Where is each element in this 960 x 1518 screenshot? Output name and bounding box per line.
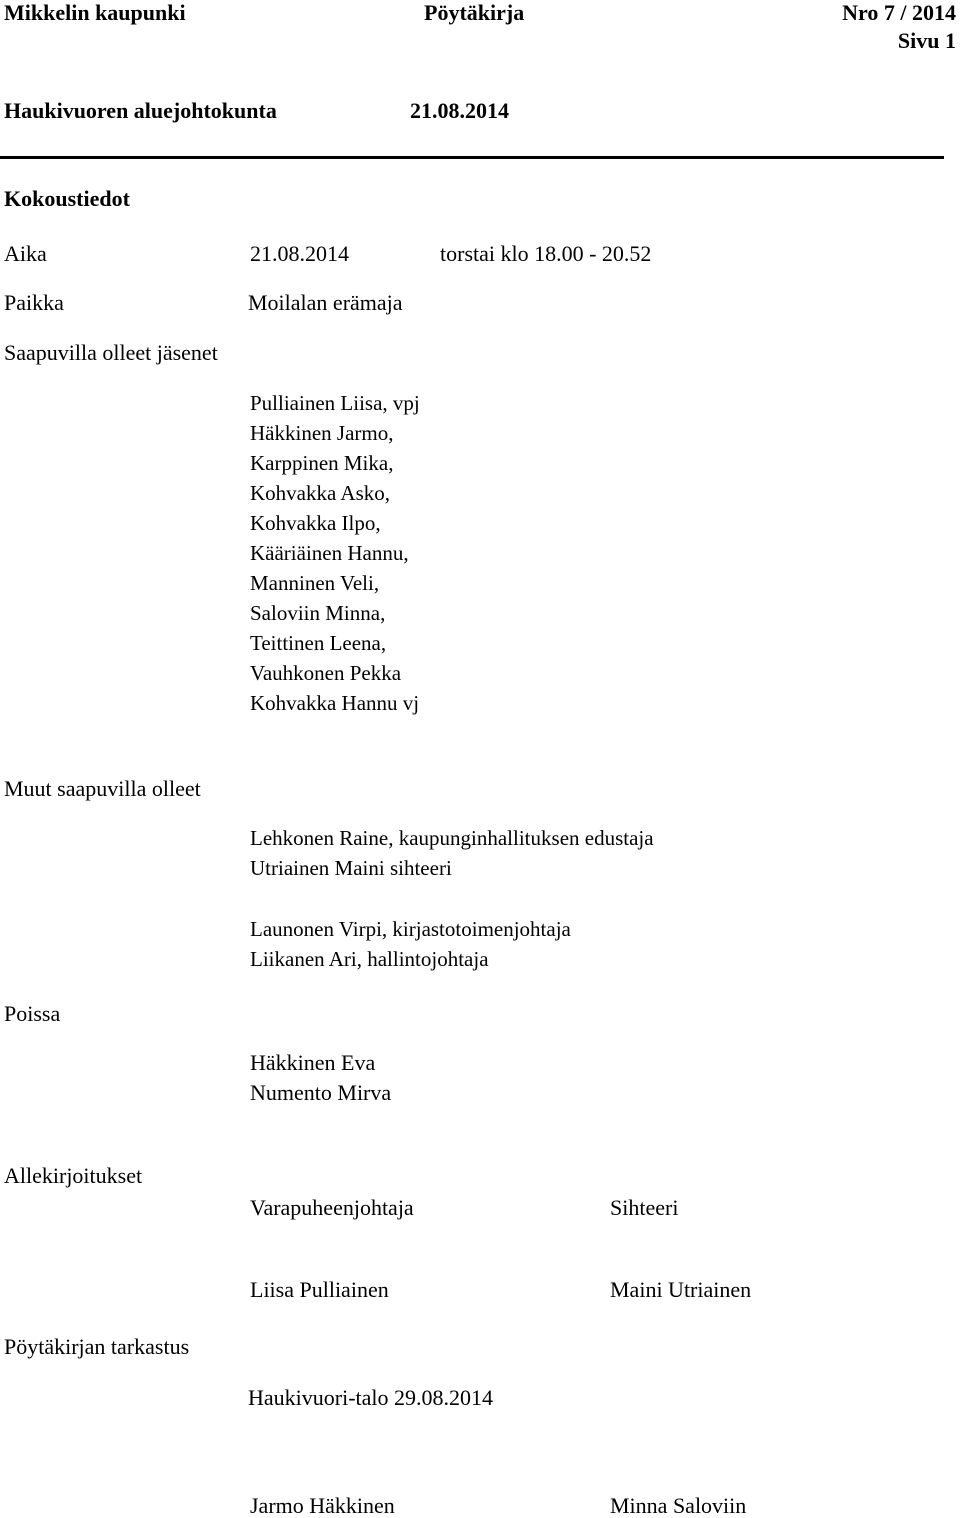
document-type: Pöytäkirja — [424, 0, 525, 25]
member-name: Vauhkonen Pekka — [250, 661, 402, 685]
others-label: Muut saapuvilla olleet — [4, 776, 201, 801]
reviewer-name-1: Jarmo Häkkinen — [250, 1493, 395, 1518]
member-name: Teittinen Leena, — [250, 631, 387, 655]
signature-name-secretary: Maini Utriainen — [610, 1277, 752, 1302]
member-name: Kohvakka Ilpo, — [250, 511, 381, 535]
member-name: Pulliainen Liisa, vpj — [250, 391, 420, 415]
time-label: Aika — [4, 241, 47, 266]
other-attendee: Utriainen Maini sihteeri — [250, 856, 452, 880]
signature-role-secretary: Sihteeri — [610, 1195, 679, 1220]
committee-name: Haukivuoren aluejohtokunta — [4, 98, 277, 123]
signatures-label: Allekirjoitukset — [4, 1163, 143, 1188]
member-name: Häkkinen Jarmo, — [250, 421, 394, 445]
member-name: Karppinen Mika, — [250, 451, 394, 475]
reviewer-name-2: Minna Saloviin — [610, 1493, 747, 1518]
city-name: Mikkelin kaupunki — [4, 0, 186, 25]
time-date: 21.08.2014 — [250, 241, 349, 266]
absent-label: Poissa — [4, 1001, 61, 1026]
member-name: Kääriäinen Hannu, — [250, 541, 409, 565]
time-detail: torstai klo 18.00 - 20.52 — [440, 241, 652, 266]
document-number: Nro 7 / 2014 — [842, 0, 956, 25]
absent-name: Numento Mirva — [250, 1080, 392, 1105]
review-label: Pöytäkirjan tarkastus — [4, 1334, 190, 1359]
section-title: Kokoustiedot — [4, 186, 130, 211]
member-name: Manninen Veli, — [250, 571, 380, 595]
member-name: Kohvakka Asko, — [250, 481, 390, 505]
signature-role-chair: Varapuheenjohtaja — [250, 1195, 414, 1220]
review-place-date: Haukivuori-talo 29.08.2014 — [248, 1385, 494, 1410]
place-label: Paikka — [4, 290, 64, 315]
absent-name: Häkkinen Eva — [250, 1050, 376, 1075]
other-attendee: Liikanen Ari, hallintojohtaja — [250, 947, 489, 971]
place-value: Moilalan erämaja — [248, 290, 403, 315]
meeting-date: 21.08.2014 — [410, 98, 509, 123]
members-label: Saapuvilla olleet jäsenet — [4, 340, 218, 365]
other-attendee: Lehkonen Raine, kaupunginhallituksen edustaja — [250, 826, 654, 850]
header-divider — [0, 156, 944, 159]
signature-name-chair: Liisa Pulliainen — [250, 1277, 389, 1302]
member-name: Kohvakka Hannu vj — [250, 691, 420, 715]
page-number: Sivu 1 — [897, 28, 956, 53]
member-name: Saloviin Minna, — [250, 601, 386, 625]
other-attendee: Launonen Virpi, kirjastotoimenjohtaja — [250, 917, 571, 941]
